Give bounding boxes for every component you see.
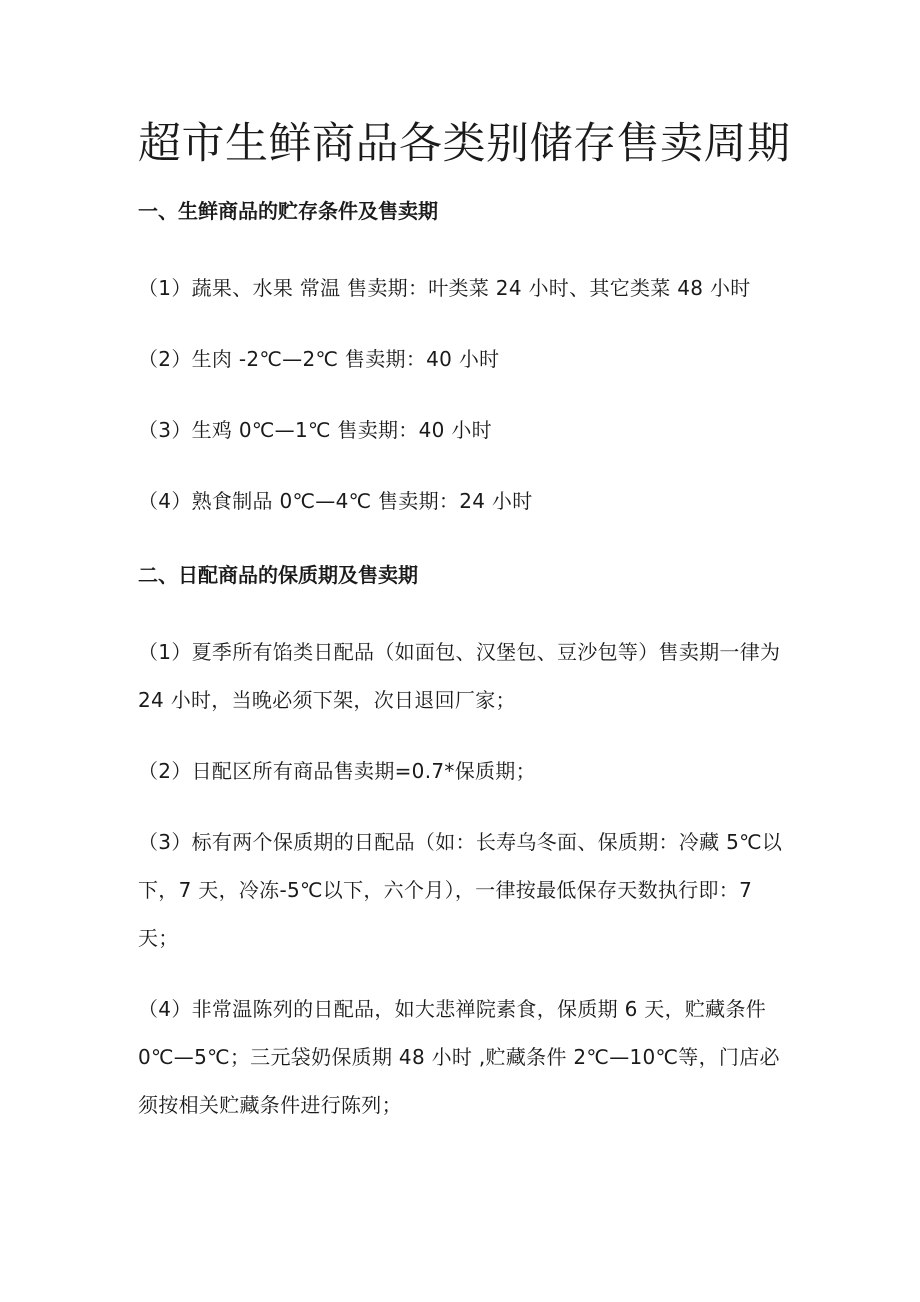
paragraph-raw-meat: （2）生肉 -2℃—2℃ 售卖期：40 小时 — [138, 347, 500, 371]
paragraph-raw-chicken: （3）生鸡 0℃—1℃ 售卖期：40 小时 — [138, 418, 492, 442]
document-page — [138, 112, 790, 1129]
section-heading-storage: 一、生鲜商品的贮存条件及售卖期 — [138, 199, 438, 223]
paragraph-two-shelf-lives: （3）标有两个保质期的日配品（如：长寿乌冬面、保质期：冷藏 5℃以下，7 天，冷冻-5℃以下，六个月），一律按最低保存天数执行即：7 天； — [138, 830, 783, 950]
paragraph-produce: （1）蔬果、水果 常温 售卖期：叶类菜 24 小时、其它类菜 48 小时 — [138, 276, 751, 300]
paragraph-non-ambient-display: （4）非常温陈列的日配品，如大悲禅院素食，保质期 6 天，贮藏条件 0℃—5℃；三元袋奶保质期 48 小时 ,贮藏条件 2℃—10℃等，门店必须按相关贮藏条件进行陈列； — [138, 997, 780, 1117]
paragraph-cooked-food: （4）熟食制品 0℃—4℃ 售卖期：24 小时 — [138, 489, 533, 513]
document-title: 超市生鲜商品各类别储存售卖周期 — [138, 119, 791, 169]
paragraph-filled-bakery: （1）夏季所有馅类日配品（如面包、汉堡包、豆沙包等）售卖期一律为 24 小时，当晚必须下架，次日退回厂家； — [138, 640, 781, 712]
section-heading-daily: 二、日配商品的保质期及售卖期 — [138, 563, 418, 587]
paragraph-sell-period-rule: （2）日配区所有商品售卖期=0.7*保质期； — [138, 759, 536, 783]
